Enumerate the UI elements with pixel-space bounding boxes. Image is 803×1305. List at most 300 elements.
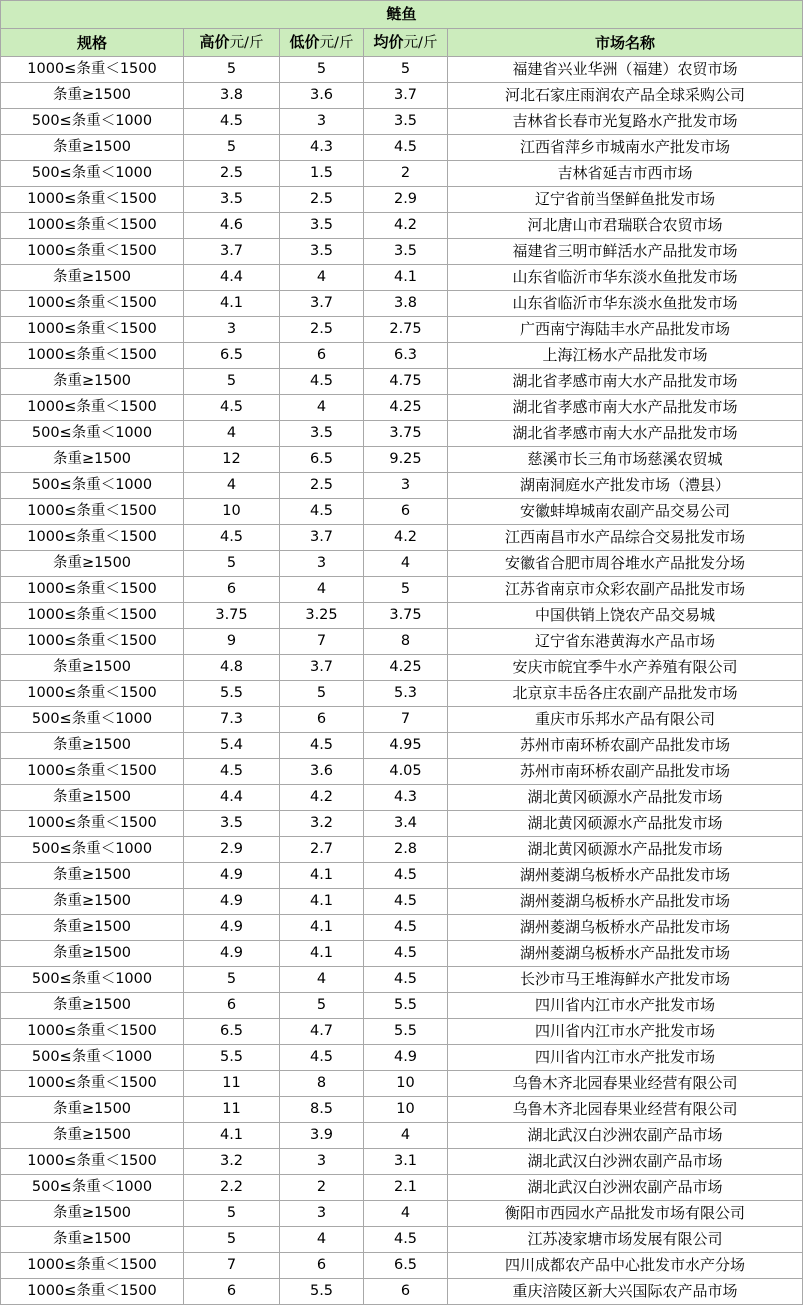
avg-price-cell: 3.5	[364, 239, 448, 265]
avg-price-cell: 8	[364, 629, 448, 655]
high-price-cell: 5	[184, 369, 280, 395]
low-price-cell: 5	[280, 57, 364, 83]
high-price-cell: 4.5	[184, 759, 280, 785]
avg-price-cell: 3.7	[364, 83, 448, 109]
low-price-cell: 4.5	[280, 499, 364, 525]
avg-price-cell: 2.8	[364, 837, 448, 863]
spec-cell: 条重≥1500	[1, 1097, 184, 1123]
table-row	[1, 551, 803, 577]
table-row	[1, 837, 803, 863]
table-row	[1, 83, 803, 109]
low-price-cell: 7	[280, 629, 364, 655]
low-price-cell: 1.5	[280, 161, 364, 187]
high-price-cell: 4.8	[184, 655, 280, 681]
low-price-cell: 3.7	[280, 525, 364, 551]
low-price-cell: 3.6	[280, 759, 364, 785]
low-price-cell: 4	[280, 395, 364, 421]
low-price-cell: 6.5	[280, 447, 364, 473]
market-name-cell: 安庆市皖宜季牛水产养殖有限公司	[448, 655, 803, 681]
high-price-cell: 4.9	[184, 889, 280, 915]
high-price-cell: 3.5	[184, 187, 280, 213]
high-price-cell: 6	[184, 1279, 280, 1305]
avg-price-cell: 3.5	[364, 109, 448, 135]
spec-cell: 1000≤条重＜1500	[1, 1253, 184, 1279]
market-name-cell: 湖南洞庭水产批发市场（澧县）	[448, 473, 803, 499]
market-name-cell: 河北唐山市君瑞联合农贸市场	[448, 213, 803, 239]
spec-cell: 1000≤条重＜1500	[1, 629, 184, 655]
avg-price-cell: 5	[364, 57, 448, 83]
high-price-cell: 4	[184, 473, 280, 499]
market-name-cell: 山东省临沂市华东淡水鱼批发市场	[448, 291, 803, 317]
high-price-cell: 5	[184, 551, 280, 577]
table-row	[1, 707, 803, 733]
avg-price-cell: 10	[364, 1097, 448, 1123]
table-row	[1, 525, 803, 551]
avg-price-cell: 5.5	[364, 993, 448, 1019]
table-row	[1, 915, 803, 941]
high-price-cell: 4.5	[184, 525, 280, 551]
market-name-cell: 辽宁省东港黄海水产品市场	[448, 629, 803, 655]
high-price-cell: 6	[184, 993, 280, 1019]
spec-cell: 1000≤条重＜1500	[1, 1279, 184, 1305]
low-price-cell: 3	[280, 1149, 364, 1175]
avg-price-cell: 4.2	[364, 213, 448, 239]
header-spec: 规格	[1, 29, 184, 57]
low-price-cell: 2.5	[280, 187, 364, 213]
market-name-cell: 苏州市南环桥农副产品批发市场	[448, 733, 803, 759]
spec-cell: 条重≥1500	[1, 1227, 184, 1253]
table-row	[1, 811, 803, 837]
low-price-cell: 5	[280, 993, 364, 1019]
low-price-cell: 3.25	[280, 603, 364, 629]
spec-cell: 1000≤条重＜1500	[1, 317, 184, 343]
market-name-cell: 福建省兴业华洲（福建）农贸市场	[448, 57, 803, 83]
market-name-cell: 慈溪市长三角市场慈溪农贸城	[448, 447, 803, 473]
low-price-cell: 2	[280, 1175, 364, 1201]
market-name-cell: 长沙市马王堆海鲜水产批发市场	[448, 967, 803, 993]
high-price-cell: 4.5	[184, 395, 280, 421]
avg-price-cell: 3.75	[364, 603, 448, 629]
low-price-cell: 5	[280, 681, 364, 707]
avg-price-cell: 5.5	[364, 1019, 448, 1045]
spec-cell: 条重≥1500	[1, 655, 184, 681]
low-price-cell: 3	[280, 1201, 364, 1227]
low-price-cell: 2.5	[280, 473, 364, 499]
high-price-cell: 3.7	[184, 239, 280, 265]
avg-price-cell: 6	[364, 499, 448, 525]
market-name-cell: 湖北省孝感市南大水产品批发市场	[448, 395, 803, 421]
high-price-cell: 10	[184, 499, 280, 525]
low-price-cell: 3.7	[280, 291, 364, 317]
market-name-cell: 乌鲁木齐北园春果业经营有限公司	[448, 1097, 803, 1123]
spec-cell: 条重≥1500	[1, 369, 184, 395]
high-price-cell: 6	[184, 577, 280, 603]
market-name-cell: 湖北武汉白沙洲农副产品市场	[448, 1149, 803, 1175]
header-avg-unit: 元/斤	[403, 35, 438, 51]
spec-cell: 1000≤条重＜1500	[1, 395, 184, 421]
market-name-cell: 湖北武汉白沙洲农副产品市场	[448, 1175, 803, 1201]
low-price-cell: 8	[280, 1071, 364, 1097]
market-name-cell: 湖州菱湖乌板桥水产品批发市场	[448, 863, 803, 889]
market-name-cell: 重庆涪陵区新大兴国际农产品市场	[448, 1279, 803, 1305]
market-name-cell: 四川省内江市水产批发市场	[448, 1045, 803, 1071]
spec-cell: 条重≥1500	[1, 993, 184, 1019]
spec-cell: 1000≤条重＜1500	[1, 343, 184, 369]
table-row	[1, 473, 803, 499]
avg-price-cell: 5	[364, 577, 448, 603]
avg-price-cell: 4.9	[364, 1045, 448, 1071]
header-avg	[364, 29, 448, 57]
market-name-cell: 湖北黄冈硕源水产品批发市场	[448, 837, 803, 863]
market-name-cell: 四川省内江市水产批发市场	[448, 993, 803, 1019]
avg-price-cell: 2.9	[364, 187, 448, 213]
high-price-cell: 2.2	[184, 1175, 280, 1201]
spec-cell: 1000≤条重＜1500	[1, 681, 184, 707]
spec-cell: 条重≥1500	[1, 863, 184, 889]
low-price-cell: 4.2	[280, 785, 364, 811]
header-low-label: 低价	[289, 33, 320, 51]
avg-price-cell: 5.3	[364, 681, 448, 707]
high-price-cell: 4.4	[184, 265, 280, 291]
avg-price-cell: 4	[364, 551, 448, 577]
avg-price-cell: 6.3	[364, 343, 448, 369]
market-name-cell: 乌鲁木齐北园春果业经营有限公司	[448, 1071, 803, 1097]
high-price-cell: 5	[184, 967, 280, 993]
spec-cell: 条重≥1500	[1, 1123, 184, 1149]
spec-cell: 条重≥1500	[1, 941, 184, 967]
spec-cell: 500≤条重＜1000	[1, 161, 184, 187]
table-row	[1, 291, 803, 317]
header-high	[184, 29, 280, 57]
table-row	[1, 499, 803, 525]
low-price-cell: 8.5	[280, 1097, 364, 1123]
avg-price-cell: 4.1	[364, 265, 448, 291]
high-price-cell: 9	[184, 629, 280, 655]
market-name-cell: 湖北省孝感市南大水产品批发市场	[448, 369, 803, 395]
avg-price-cell: 4.25	[364, 395, 448, 421]
avg-price-cell: 4.75	[364, 369, 448, 395]
spec-cell: 500≤条重＜1000	[1, 421, 184, 447]
table-row	[1, 213, 803, 239]
avg-price-cell: 3.4	[364, 811, 448, 837]
table-row	[1, 1227, 803, 1253]
avg-price-cell: 3.1	[364, 1149, 448, 1175]
high-price-cell: 5	[184, 1227, 280, 1253]
spec-cell: 1000≤条重＜1500	[1, 811, 184, 837]
table-row	[1, 395, 803, 421]
table-row	[1, 109, 803, 135]
avg-price-cell: 4.5	[364, 941, 448, 967]
table-row	[1, 1097, 803, 1123]
market-name-cell: 北京京丰岳各庄农副产品批发市场	[448, 681, 803, 707]
avg-price-cell: 2.1	[364, 1175, 448, 1201]
title-row	[1, 1, 803, 29]
avg-price-cell: 4.5	[364, 863, 448, 889]
spec-cell: 500≤条重＜1000	[1, 1045, 184, 1071]
avg-price-cell: 4.05	[364, 759, 448, 785]
market-name-cell: 湖北省孝感市南大水产品批发市场	[448, 421, 803, 447]
market-name-cell: 湖北黄冈硕源水产品批发市场	[448, 785, 803, 811]
spec-cell: 1000≤条重＜1500	[1, 291, 184, 317]
table-row	[1, 1123, 803, 1149]
avg-price-cell: 4.3	[364, 785, 448, 811]
table-row	[1, 733, 803, 759]
avg-price-cell: 7	[364, 707, 448, 733]
high-price-cell: 5	[184, 1201, 280, 1227]
table-row	[1, 759, 803, 785]
low-price-cell: 2.7	[280, 837, 364, 863]
high-price-cell: 3.8	[184, 83, 280, 109]
market-name-cell: 四川成都农产品中心批发市水产分场	[448, 1253, 803, 1279]
high-price-cell: 2.5	[184, 161, 280, 187]
low-price-cell: 3.7	[280, 655, 364, 681]
table-row	[1, 135, 803, 161]
table-row	[1, 57, 803, 83]
low-price-cell: 4.1	[280, 863, 364, 889]
table-row	[1, 967, 803, 993]
table-row	[1, 161, 803, 187]
avg-price-cell: 4.5	[364, 1227, 448, 1253]
table-row	[1, 369, 803, 395]
market-name-cell: 湖州菱湖乌板桥水产品批发市场	[448, 941, 803, 967]
market-name-cell: 安徽蚌埠城南农副产品交易公司	[448, 499, 803, 525]
market-name-cell: 江西南昌市水产品综合交易批发市场	[448, 525, 803, 551]
low-price-cell: 6	[280, 1253, 364, 1279]
low-price-cell: 4.1	[280, 889, 364, 915]
market-name-cell: 江苏省南京市众彩农副产品批发市场	[448, 577, 803, 603]
spec-cell: 500≤条重＜1000	[1, 967, 184, 993]
table-row	[1, 1201, 803, 1227]
avg-price-cell: 4.5	[364, 889, 448, 915]
spec-cell: 1000≤条重＜1500	[1, 577, 184, 603]
market-name-cell: 河北石家庄雨润农产品全球采购公司	[448, 83, 803, 109]
low-price-cell: 4	[280, 1227, 364, 1253]
high-price-cell: 11	[184, 1071, 280, 1097]
table-row	[1, 863, 803, 889]
low-price-cell: 5.5	[280, 1279, 364, 1305]
spec-cell: 500≤条重＜1000	[1, 473, 184, 499]
high-price-cell: 5	[184, 135, 280, 161]
spec-cell: 1000≤条重＜1500	[1, 759, 184, 785]
spec-cell: 条重≥1500	[1, 889, 184, 915]
spec-cell: 1000≤条重＜1500	[1, 213, 184, 239]
high-price-cell: 3.75	[184, 603, 280, 629]
high-price-cell: 4	[184, 421, 280, 447]
high-price-cell: 5.5	[184, 681, 280, 707]
market-name-cell: 福建省三明市鲜活水产品批发市场	[448, 239, 803, 265]
table-row	[1, 1045, 803, 1071]
avg-price-cell: 2	[364, 161, 448, 187]
market-name-cell: 衡阳市西园水产品批发市场有限公司	[448, 1201, 803, 1227]
market-name-cell: 湖北黄冈硕源水产品批发市场	[448, 811, 803, 837]
market-name-cell: 山东省临沂市华东淡水鱼批发市场	[448, 265, 803, 291]
avg-price-cell: 3.8	[364, 291, 448, 317]
market-name-cell: 吉林省延吉市西市场	[448, 161, 803, 187]
low-price-cell: 4.3	[280, 135, 364, 161]
avg-price-cell: 4.5	[364, 967, 448, 993]
market-name-cell: 辽宁省前当堡鲜鱼批发市场	[448, 187, 803, 213]
low-price-cell: 6	[280, 707, 364, 733]
table-title: 鲢鱼	[1, 1, 803, 29]
market-name-cell: 苏州市南环桥农副产品批发市场	[448, 759, 803, 785]
high-price-cell: 4.9	[184, 941, 280, 967]
low-price-cell: 3.9	[280, 1123, 364, 1149]
spec-cell: 1000≤条重＜1500	[1, 1149, 184, 1175]
low-price-cell: 3	[280, 109, 364, 135]
spec-cell: 条重≥1500	[1, 733, 184, 759]
avg-price-cell: 4.5	[364, 135, 448, 161]
high-price-cell: 7	[184, 1253, 280, 1279]
market-name-cell: 湖州菱湖乌板桥水产品批发市场	[448, 915, 803, 941]
market-name-cell: 吉林省长春市光复路水产批发市场	[448, 109, 803, 135]
table-row	[1, 993, 803, 1019]
spec-cell: 1000≤条重＜1500	[1, 239, 184, 265]
low-price-cell: 3	[280, 551, 364, 577]
table-row	[1, 681, 803, 707]
high-price-cell: 4.1	[184, 1123, 280, 1149]
spec-cell: 1000≤条重＜1500	[1, 1019, 184, 1045]
table-row	[1, 1019, 803, 1045]
high-price-cell: 4.5	[184, 109, 280, 135]
avg-price-cell: 3	[364, 473, 448, 499]
spec-cell: 条重≥1500	[1, 265, 184, 291]
low-price-cell: 4.1	[280, 915, 364, 941]
header-market: 市场名称	[448, 29, 803, 57]
table-row	[1, 447, 803, 473]
high-price-cell: 6.5	[184, 1019, 280, 1045]
avg-price-cell: 9.25	[364, 447, 448, 473]
header-high-unit: 元/斤	[229, 35, 264, 51]
high-price-cell: 12	[184, 447, 280, 473]
high-price-cell: 7.3	[184, 707, 280, 733]
spec-cell: 500≤条重＜1000	[1, 109, 184, 135]
market-name-cell: 上海江杨水产品批发市场	[448, 343, 803, 369]
avg-price-cell: 4	[364, 1123, 448, 1149]
header-low	[280, 29, 364, 57]
spec-cell: 条重≥1500	[1, 135, 184, 161]
high-price-cell: 3.5	[184, 811, 280, 837]
spec-cell: 1000≤条重＜1500	[1, 525, 184, 551]
table-row	[1, 1149, 803, 1175]
avg-price-cell: 4.5	[364, 915, 448, 941]
high-price-cell: 11	[184, 1097, 280, 1123]
avg-price-cell: 4.25	[364, 655, 448, 681]
low-price-cell: 2.5	[280, 317, 364, 343]
header-row	[1, 29, 803, 57]
spec-cell: 1000≤条重＜1500	[1, 57, 184, 83]
high-price-cell: 4.4	[184, 785, 280, 811]
high-price-cell: 5.4	[184, 733, 280, 759]
low-price-cell: 3.5	[280, 239, 364, 265]
table-row	[1, 343, 803, 369]
high-price-cell: 6.5	[184, 343, 280, 369]
market-name-cell: 四川省内江市水产批发市场	[448, 1019, 803, 1045]
spec-cell: 500≤条重＜1000	[1, 837, 184, 863]
market-name-cell: 重庆市乐邦水产品有限公司	[448, 707, 803, 733]
spec-cell: 条重≥1500	[1, 785, 184, 811]
low-price-cell: 4.5	[280, 733, 364, 759]
low-price-cell: 4	[280, 265, 364, 291]
low-price-cell: 4.1	[280, 941, 364, 967]
table-row	[1, 1253, 803, 1279]
spec-cell: 500≤条重＜1000	[1, 1175, 184, 1201]
spec-cell: 500≤条重＜1000	[1, 707, 184, 733]
high-price-cell: 3.2	[184, 1149, 280, 1175]
low-price-cell: 4.5	[280, 1045, 364, 1071]
table-body	[1, 57, 803, 1305]
avg-price-cell: 10	[364, 1071, 448, 1097]
low-price-cell: 3.5	[280, 421, 364, 447]
spec-cell: 1000≤条重＜1500	[1, 499, 184, 525]
low-price-cell: 4.7	[280, 1019, 364, 1045]
high-price-cell: 4.9	[184, 915, 280, 941]
avg-price-cell: 6.5	[364, 1253, 448, 1279]
high-price-cell: 4.6	[184, 213, 280, 239]
table-row	[1, 1071, 803, 1097]
avg-price-cell: 2.75	[364, 317, 448, 343]
table-row	[1, 889, 803, 915]
header-low-unit: 元/斤	[319, 35, 354, 51]
avg-price-cell: 4.2	[364, 525, 448, 551]
spec-cell: 条重≥1500	[1, 447, 184, 473]
high-price-cell: 5.5	[184, 1045, 280, 1071]
table-row	[1, 941, 803, 967]
spec-cell: 条重≥1500	[1, 915, 184, 941]
spec-cell: 1000≤条重＜1500	[1, 1071, 184, 1097]
table-row	[1, 785, 803, 811]
header-avg-label: 均价	[373, 33, 404, 51]
table-row	[1, 239, 803, 265]
market-name-cell: 湖北武汉白沙洲农副产品市场	[448, 1123, 803, 1149]
low-price-cell: 3.5	[280, 213, 364, 239]
table-row	[1, 317, 803, 343]
market-name-cell: 江苏凌家塘市场发展有限公司	[448, 1227, 803, 1253]
spec-cell: 条重≥1500	[1, 83, 184, 109]
high-price-cell: 5	[184, 57, 280, 83]
spec-cell: 1000≤条重＜1500	[1, 603, 184, 629]
high-price-cell: 3	[184, 317, 280, 343]
avg-price-cell: 4.95	[364, 733, 448, 759]
low-price-cell: 6	[280, 343, 364, 369]
spec-cell: 条重≥1500	[1, 551, 184, 577]
table-row	[1, 603, 803, 629]
table-row	[1, 187, 803, 213]
header-high-label: 高价	[199, 33, 230, 51]
market-name-cell: 湖州菱湖乌板桥水产品批发市场	[448, 889, 803, 915]
market-name-cell: 广西南宁海陆丰水产品批发市场	[448, 317, 803, 343]
low-price-cell: 3.6	[280, 83, 364, 109]
high-price-cell: 4.9	[184, 863, 280, 889]
table-row	[1, 265, 803, 291]
market-name-cell: 中国供销上饶农产品交易城	[448, 603, 803, 629]
low-price-cell: 3.2	[280, 811, 364, 837]
low-price-cell: 4	[280, 967, 364, 993]
table-row	[1, 1175, 803, 1201]
table-row	[1, 421, 803, 447]
table-row	[1, 655, 803, 681]
market-name-cell: 安徽省合肥市周谷堆水产品批发分场	[448, 551, 803, 577]
avg-price-cell: 6	[364, 1279, 448, 1305]
high-price-cell: 4.1	[184, 291, 280, 317]
market-name-cell: 江西省萍乡市城南水产批发市场	[448, 135, 803, 161]
low-price-cell: 4.5	[280, 369, 364, 395]
low-price-cell: 4	[280, 577, 364, 603]
table-row	[1, 629, 803, 655]
avg-price-cell: 3.75	[364, 421, 448, 447]
table-row	[1, 577, 803, 603]
high-price-cell: 2.9	[184, 837, 280, 863]
spec-cell: 1000≤条重＜1500	[1, 187, 184, 213]
